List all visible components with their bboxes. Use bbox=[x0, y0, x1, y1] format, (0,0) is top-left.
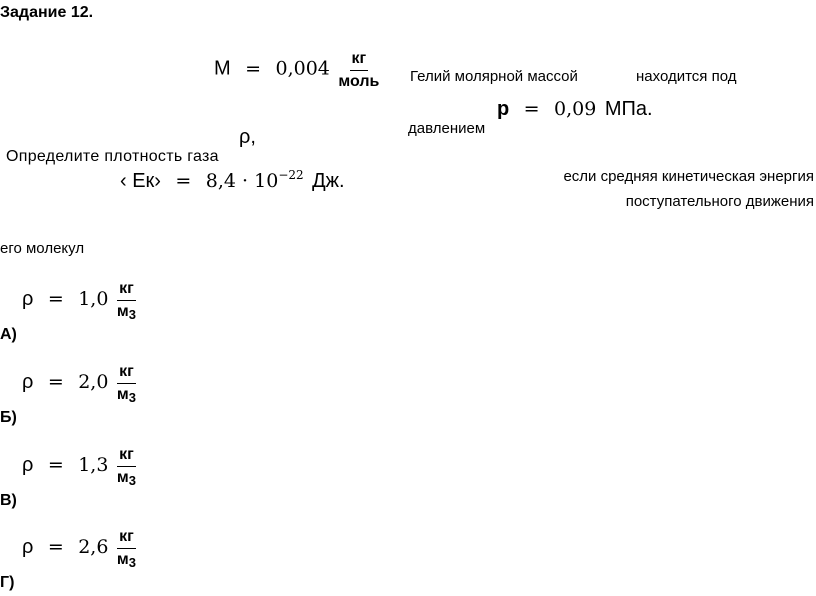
pressure-unit: МПа. bbox=[604, 98, 653, 120]
task-title: Задание 12. bbox=[0, 4, 94, 21]
option-b-eq: = bbox=[47, 371, 64, 394]
rho-symbol: ρ, bbox=[239, 126, 256, 148]
option-b-formula bbox=[22, 363, 136, 405]
pressure-value: 0,09 bbox=[554, 98, 597, 120]
option-g-unit-exp: 3 bbox=[128, 555, 136, 570]
option-v-eq: = bbox=[47, 454, 64, 477]
text-find: Определите плотность газа bbox=[6, 148, 219, 165]
option-a-unit-den: м bbox=[116, 303, 129, 320]
option-a-unit-exp: 3 bbox=[128, 307, 136, 322]
pressure-symbol: p bbox=[497, 98, 510, 120]
option-g-value: 2,6 bbox=[78, 536, 109, 559]
pressure-eq: = bbox=[523, 98, 540, 120]
text-located: находится под bbox=[636, 68, 737, 85]
molar-mass-symbol: M bbox=[214, 57, 231, 80]
option-b-symbol: ρ bbox=[22, 371, 34, 394]
pressure-formula bbox=[497, 98, 653, 121]
option-a-unit bbox=[117, 280, 136, 322]
option-g-unit bbox=[117, 528, 136, 570]
option-v-label[interactable]: В) bbox=[0, 492, 17, 509]
energy-symbol: ‹ Eк› bbox=[120, 170, 161, 192]
option-b-unit-num: кг bbox=[117, 363, 136, 384]
molar-mass-unit-num: кг bbox=[350, 50, 369, 71]
option-g-eq: = bbox=[47, 536, 64, 559]
text-molecules: его молекул bbox=[0, 240, 85, 257]
option-a-unit-num: кг bbox=[117, 280, 136, 301]
option-a-label[interactable]: А) bbox=[0, 326, 17, 343]
option-b-unit bbox=[117, 363, 136, 405]
option-b-unit-den: м bbox=[116, 386, 129, 403]
option-b-value: 2,0 bbox=[78, 371, 109, 394]
option-b-label[interactable]: Б) bbox=[0, 409, 17, 426]
option-v-formula bbox=[22, 446, 136, 488]
option-g-symbol: ρ bbox=[22, 536, 34, 559]
option-v-unit-num: кг bbox=[117, 446, 136, 467]
option-v-symbol: ρ bbox=[22, 454, 34, 477]
molar-mass-formula bbox=[214, 50, 379, 91]
energy-formula bbox=[120, 168, 345, 193]
text-if: если средняя кинетическая энергия bbox=[563, 168, 814, 185]
molar-mass-unit bbox=[338, 50, 379, 91]
option-g-unit-num: кг bbox=[117, 528, 136, 549]
text-pressure: давлением bbox=[408, 120, 486, 137]
option-b-unit-exp: 3 bbox=[128, 390, 136, 405]
option-v-unit-exp: 3 bbox=[128, 473, 136, 488]
molar-mass-eq: = bbox=[245, 57, 262, 80]
option-g-formula bbox=[22, 528, 136, 570]
text-helium: Гелий молярной массой bbox=[410, 68, 578, 85]
energy-value: 8,4 · 10 bbox=[205, 170, 279, 192]
option-v-unit-den: м bbox=[116, 469, 129, 486]
option-a-value: 1,0 bbox=[78, 288, 109, 311]
option-g-unit-den: м bbox=[116, 551, 129, 568]
option-a-eq: = bbox=[47, 288, 64, 311]
option-a-symbol: ρ bbox=[22, 288, 34, 311]
option-g-label[interactable]: Г) bbox=[0, 574, 15, 591]
option-v-unit bbox=[117, 446, 136, 488]
option-v-value: 1,3 bbox=[78, 454, 109, 477]
energy-eq: = bbox=[175, 170, 192, 192]
molar-mass-unit-den: моль bbox=[338, 73, 380, 90]
energy-unit: Дж. bbox=[312, 170, 345, 192]
option-a-formula bbox=[22, 280, 136, 322]
energy-exp: −22 bbox=[278, 168, 304, 182]
molar-mass-value: 0,004 bbox=[275, 57, 330, 80]
text-translational: поступательного движения bbox=[625, 193, 814, 210]
